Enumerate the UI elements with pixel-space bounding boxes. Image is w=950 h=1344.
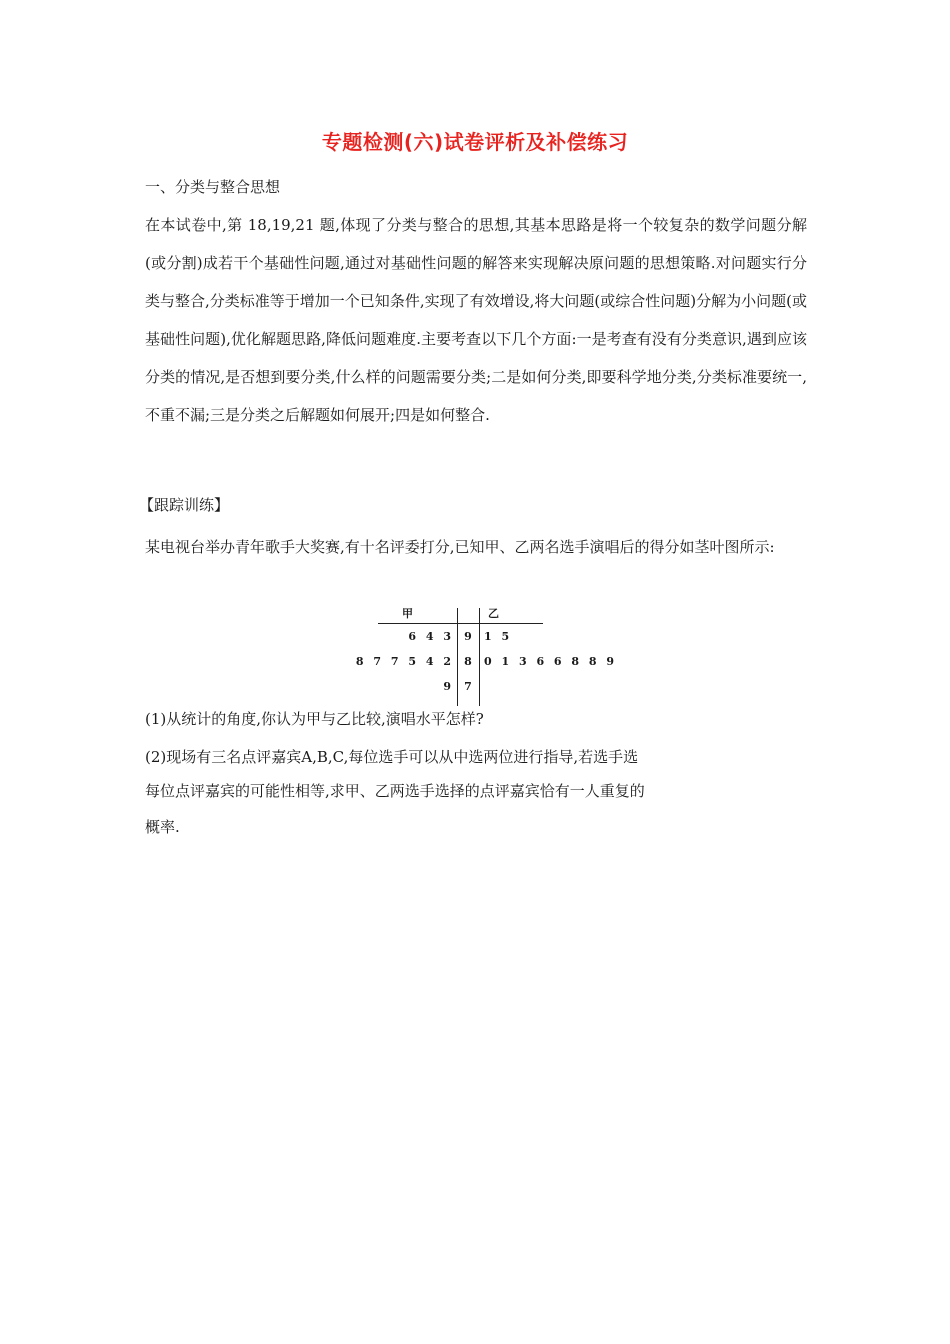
stem-leaf-plot (355, 602, 618, 706)
stem-leaf-horizontal-rule (378, 623, 543, 624)
stem-leaf-left-divider (457, 608, 458, 706)
stem-leaf-stem-row-2: 8 (464, 655, 472, 668)
stem-leaf-right-leaves-row-2: 0 1 3 6 6 8 8 9 (484, 655, 618, 668)
stem-leaf-left-leaves-row-2: 8 7 7 5 4 2 (355, 655, 454, 668)
section-heading: 一、分类与整合思想 (145, 178, 281, 196)
stem-leaf-left-leaves-row-1: 6 4 3 (408, 630, 454, 643)
stem-leaf-header-right: 乙 (488, 607, 499, 620)
question-1: (1)从统计的角度,你认为甲与乙比较,演唱水平怎样? (145, 710, 484, 728)
question-2-line-3: 概率. (145, 818, 180, 836)
stem-leaf-header-left: 甲 (402, 607, 413, 620)
question-2-line-2: 每位点评嘉宾的可能性相等,求甲、乙两选手选择的点评嘉宾恰有一人重复的 (145, 782, 645, 800)
problem-intro: 某电视台举办青年歌手大奖赛,有十名评委打分,已知甲、乙两名选手演唱后的得分如茎叶图所示: (145, 538, 775, 556)
stem-leaf-right-divider (479, 608, 480, 706)
analysis-paragraph: 在本试卷中,第 18,19,21 题,体现了分类与整合的思想,其基本思路是将一个较复杂的数学问题分解(或分割)成若干个基础性问题,通过对基础性问题的解答来实现解决原问题的思想策略.对问题实行分类与整合,分类标准等于增加一个已知条件,实现了有效增设,将大问题(或综合性问题)分解为小问题(或基础性问题),优化解题思路,降低问题难度.主要考查以下几个方面:一是考查有没有分类意识,遇到应该分类的情况,是否想到要分类,什么样的问题需要分类;二是如何分类,即要科学地分类,分类标准要统一,不重不漏;三是分类之后解题如何展开;四是如何整合. (145, 216, 807, 424)
question-2-line-1: (2)现场有三名点评嘉宾A,B,C,每位选手可以从中选两位进行指导,若选手选 (145, 748, 639, 766)
stem-leaf-left-leaves-row-3: 9 (443, 680, 454, 693)
document-title: 专题检测(六)试卷评析及补偿练习 (321, 130, 629, 154)
stem-leaf-stem-row-1: 9 (464, 630, 472, 643)
training-label: 【跟踪训练】 (139, 496, 230, 514)
stem-leaf-right-leaves-row-1: 1 5 (484, 630, 513, 643)
stem-leaf-stem-row-3: 7 (464, 680, 472, 693)
